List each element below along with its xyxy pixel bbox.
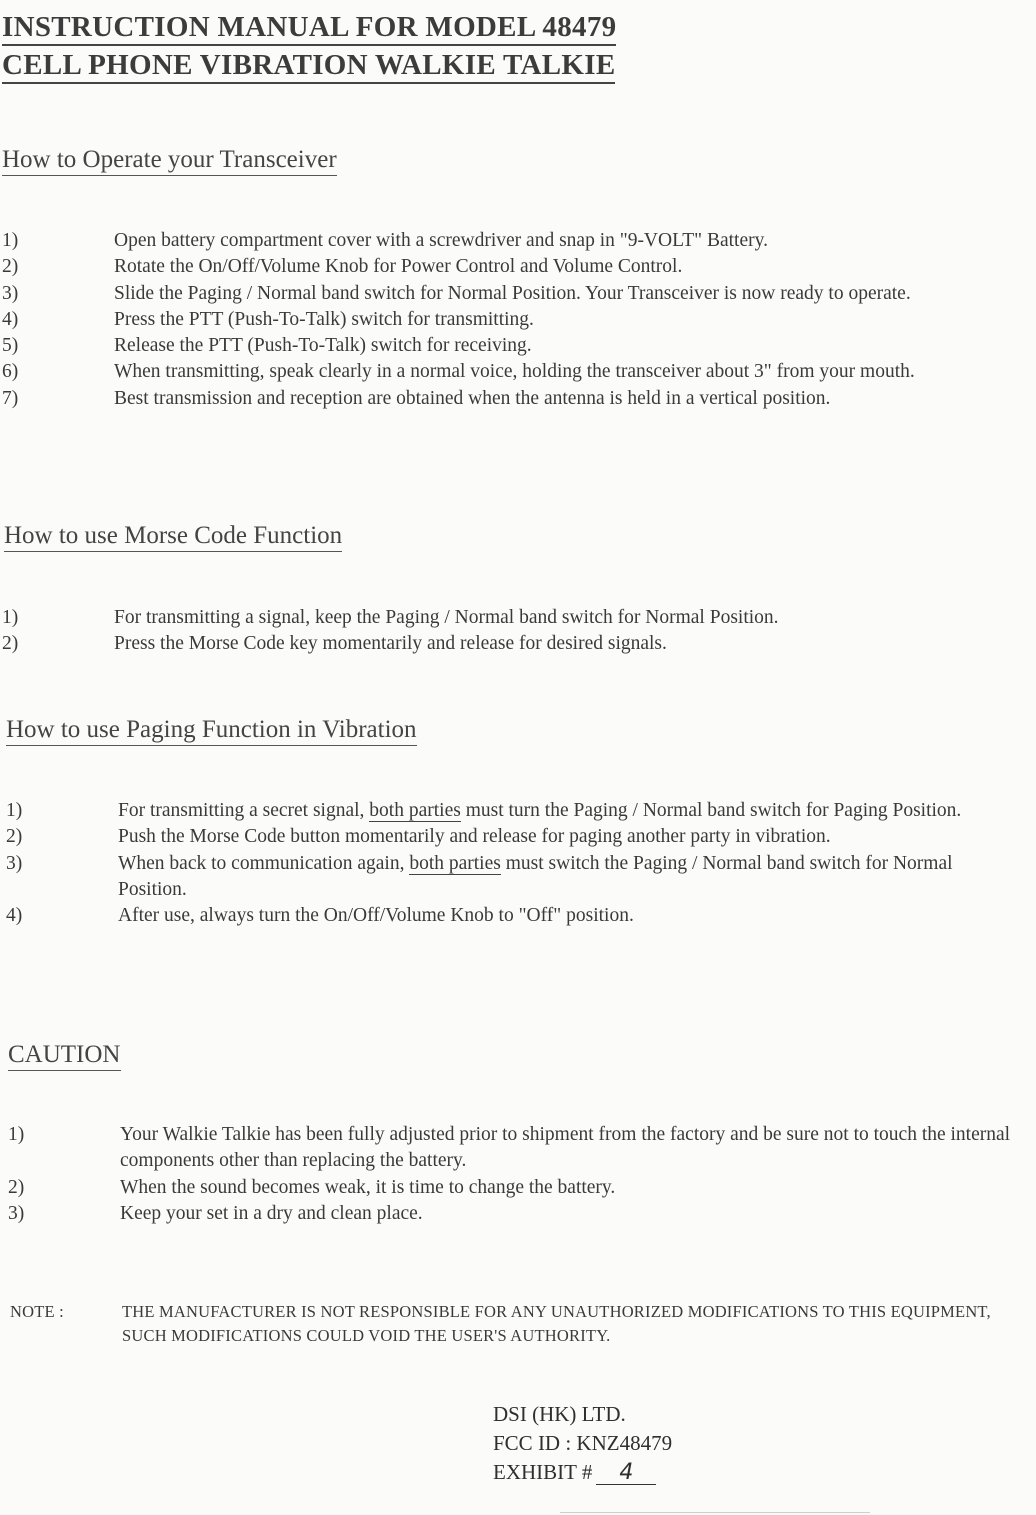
item-text: must switch the Paging / Normal band switch for Normal Position. xyxy=(118,852,953,900)
emphasis-text: both parties xyxy=(369,800,461,821)
item-text: After use, always turn the On/Off/Volume Knob to "Off" position. xyxy=(118,905,634,927)
list-item xyxy=(8,1122,1022,1175)
fcc-id: FCC ID : KNZ48479 xyxy=(493,1431,673,1455)
list-item xyxy=(2,307,1022,333)
document-title xyxy=(2,10,616,86)
item-text: must turn the Paging / Normal band switch for Paging Position. xyxy=(460,800,962,821)
list-item xyxy=(8,1201,1022,1227)
list-item xyxy=(6,903,1022,929)
item-number: 3) xyxy=(6,852,23,874)
heading-morse: How to use Morse Code Function xyxy=(4,521,342,552)
list-item xyxy=(8,1175,1022,1201)
item-number: 2) xyxy=(6,826,23,848)
item-number: 4) xyxy=(2,308,19,330)
list-item xyxy=(6,851,1022,904)
list-item xyxy=(2,631,1022,657)
item-text: Your Walkie Talkie has been fully adjusted prior to shipment from the factory and be sure not to touch the internal components other than replacing the battery. xyxy=(120,1124,1011,1172)
footer-block xyxy=(493,1400,672,1487)
item-number: 3) xyxy=(2,282,19,304)
title-line-1: INSTRUCTION MANUAL FOR MODEL 48479 xyxy=(2,10,616,46)
item-text: Open battery compartment cover with a screwdriver and snap in "9-VOLT" Battery. xyxy=(114,230,768,251)
note-text: THE MANUFACTURER IS NOT RESPONSIBLE FOR ANY UNAUTHORIZED MODIFICATIONS TO THIS EQUIPMENT, SUCH MODIFICATIONS COULD VOID THE USER'S AUTHORITY. xyxy=(122,1302,991,1345)
item-text: When back to communication again, xyxy=(118,852,410,874)
exhibit-label: EXHIBIT # xyxy=(493,1460,593,1484)
item-text: For transmitting a signal, keep the Paging / Normal band switch for Normal Position. xyxy=(114,607,779,628)
item-number: 4) xyxy=(6,905,23,927)
emphasis-text: both parties xyxy=(409,852,501,874)
item-number: 1) xyxy=(2,230,19,251)
list-caution xyxy=(8,1122,1022,1227)
item-text: Keep your set in a dry and clean place. xyxy=(120,1202,423,1224)
list-item xyxy=(6,824,1022,850)
item-text: Best transmission and reception are obtained when the antenna is held in a vertical position. xyxy=(114,387,831,409)
note-label: NOTE : xyxy=(10,1302,64,1321)
item-text: Release the PTT (Push-To-Talk) switch for receiving. xyxy=(114,335,532,357)
list-item xyxy=(2,254,1022,280)
item-text: Press the PTT (Push-To-Talk) switch for transmitting. xyxy=(114,308,534,330)
scan-artifact-line xyxy=(560,1512,870,1513)
company-name: DSI (HK) LTD. xyxy=(493,1402,626,1426)
item-number: 1) xyxy=(2,607,19,628)
list-paging xyxy=(6,798,1022,929)
list-item xyxy=(6,798,1022,824)
disclaimer-note xyxy=(10,1300,1020,1348)
list-item xyxy=(2,359,1022,385)
item-number: 6) xyxy=(2,361,19,383)
list-item xyxy=(2,386,1022,412)
heading-operate: How to Operate your Transceiver xyxy=(2,145,337,176)
list-item xyxy=(2,333,1022,359)
heading-paging: How to use Paging Function in Vibration xyxy=(6,715,417,746)
item-number: 1) xyxy=(6,800,23,821)
list-operate xyxy=(2,228,1022,412)
item-text: Press the Morse Code key momentarily and release for desired signals. xyxy=(114,633,667,655)
item-text: Push the Morse Code button momentarily and release for paging another party in vibration. xyxy=(118,826,831,848)
item-number: 3) xyxy=(8,1202,25,1224)
item-number: 2) xyxy=(8,1176,25,1198)
item-number: 5) xyxy=(2,335,19,357)
list-item xyxy=(2,605,1022,631)
exhibit-line xyxy=(493,1458,672,1487)
item-number: 7) xyxy=(2,387,19,409)
heading-caution: CAUTION xyxy=(8,1040,121,1071)
item-text: When the sound becomes weak, it is time to change the battery. xyxy=(120,1176,616,1198)
item-text: When transmitting, speak clearly in a normal voice, holding the transceiver about 3" from your mouth. xyxy=(114,361,915,383)
list-item xyxy=(2,228,1022,254)
title-line-2: CELL PHONE VIBRATION WALKIE TALKIE xyxy=(2,48,615,84)
item-number: 2) xyxy=(2,633,19,655)
item-number: 2) xyxy=(2,256,19,278)
item-text: Rotate the On/Off/Volume Knob for Power Control and Volume Control. xyxy=(114,256,683,278)
item-text: Slide the Paging / Normal band switch for Normal Position. Your Transceiver is now ready to operate. xyxy=(114,282,911,304)
exhibit-number: 4 xyxy=(596,1462,656,1485)
item-text: For transmitting a secret signal, xyxy=(118,800,370,821)
item-number: 1) xyxy=(8,1124,25,1145)
list-morse xyxy=(2,605,1022,658)
list-item xyxy=(2,281,1022,307)
